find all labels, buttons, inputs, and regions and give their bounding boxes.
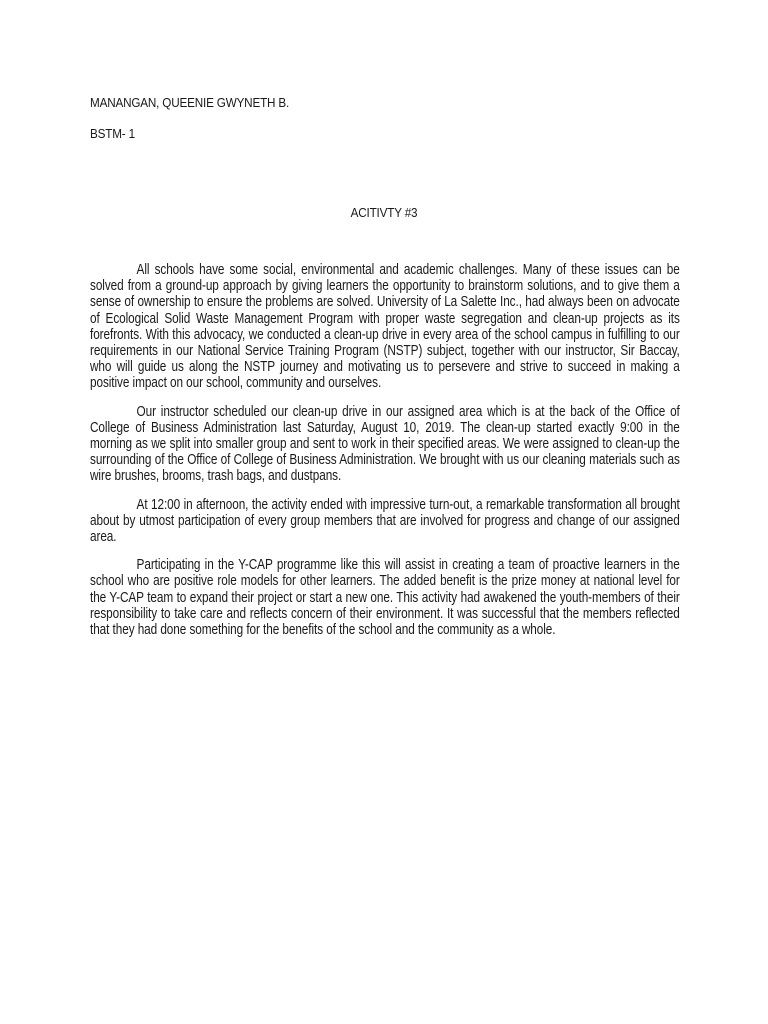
activity-title: ACITIVTY #3	[350, 205, 418, 220]
paragraph-1: All schools have some social, environmental and academic challenges. Many of these issues can be solved from a ground-up approach by giving learners the opportunity to brainstorm solutions, and to give them a sense of ownership to ensure the problems are solved. University of La Salette Inc., had always been on advocate of Ecological Solid Waste Management Program with proper waste segregation and clean-up projects as its forefronts. With this advocacy, we conducted a clean-up drive in every area of the school campus in fulfilling to our requirements in our National Service Training Program (NSTP) subject, together with our instructor, Sir Baccay, who will guide us along the NSTP journey and motivating us to persevere and strive to succeed in making a positive impact on our school, community and ourselves.	[90, 261, 680, 392]
author-name: MANANGAN, QUEENIE GWYNETH B.	[90, 95, 290, 110]
paragraph-2: Our instructor scheduled our clean-up drive in our assigned area which is at the back of the Office of College of Business Administration last Saturday, August 10, 2019. The clean-up started exactly 9:00 in the morning as we split into smaller group and sent to work in their specified areas. We were assigned to clean-up the surrounding of the Office of College of Business Administration. We brought with us our cleaning materials such as wire brushes, brooms, trash bags, and dustpans.	[90, 402, 680, 485]
document-body	[90, 262, 680, 650]
paragraph-3: At 12:00 in afternoon, the activity ended with impressive turn-out, a remarkable transformation all brought about by utmost participation of every group members that are involved for progress and change of our assigned area.	[90, 495, 680, 546]
paragraph-4: Participating in the Y-CAP programme like this will assist in creating a team of proactive learners in the school who are positive role models for other learners. The added benefit is the prize money at national level for the Y-CAP team to expand their project or start a new one. This activity had awakened the youth-members of their responsibility to take care and reflects concern of their environment. It was successful that the members reflected that they had done something for the benefits of the school and the community as a whole.	[90, 556, 680, 639]
course-section: BSTM- 1	[90, 126, 135, 141]
